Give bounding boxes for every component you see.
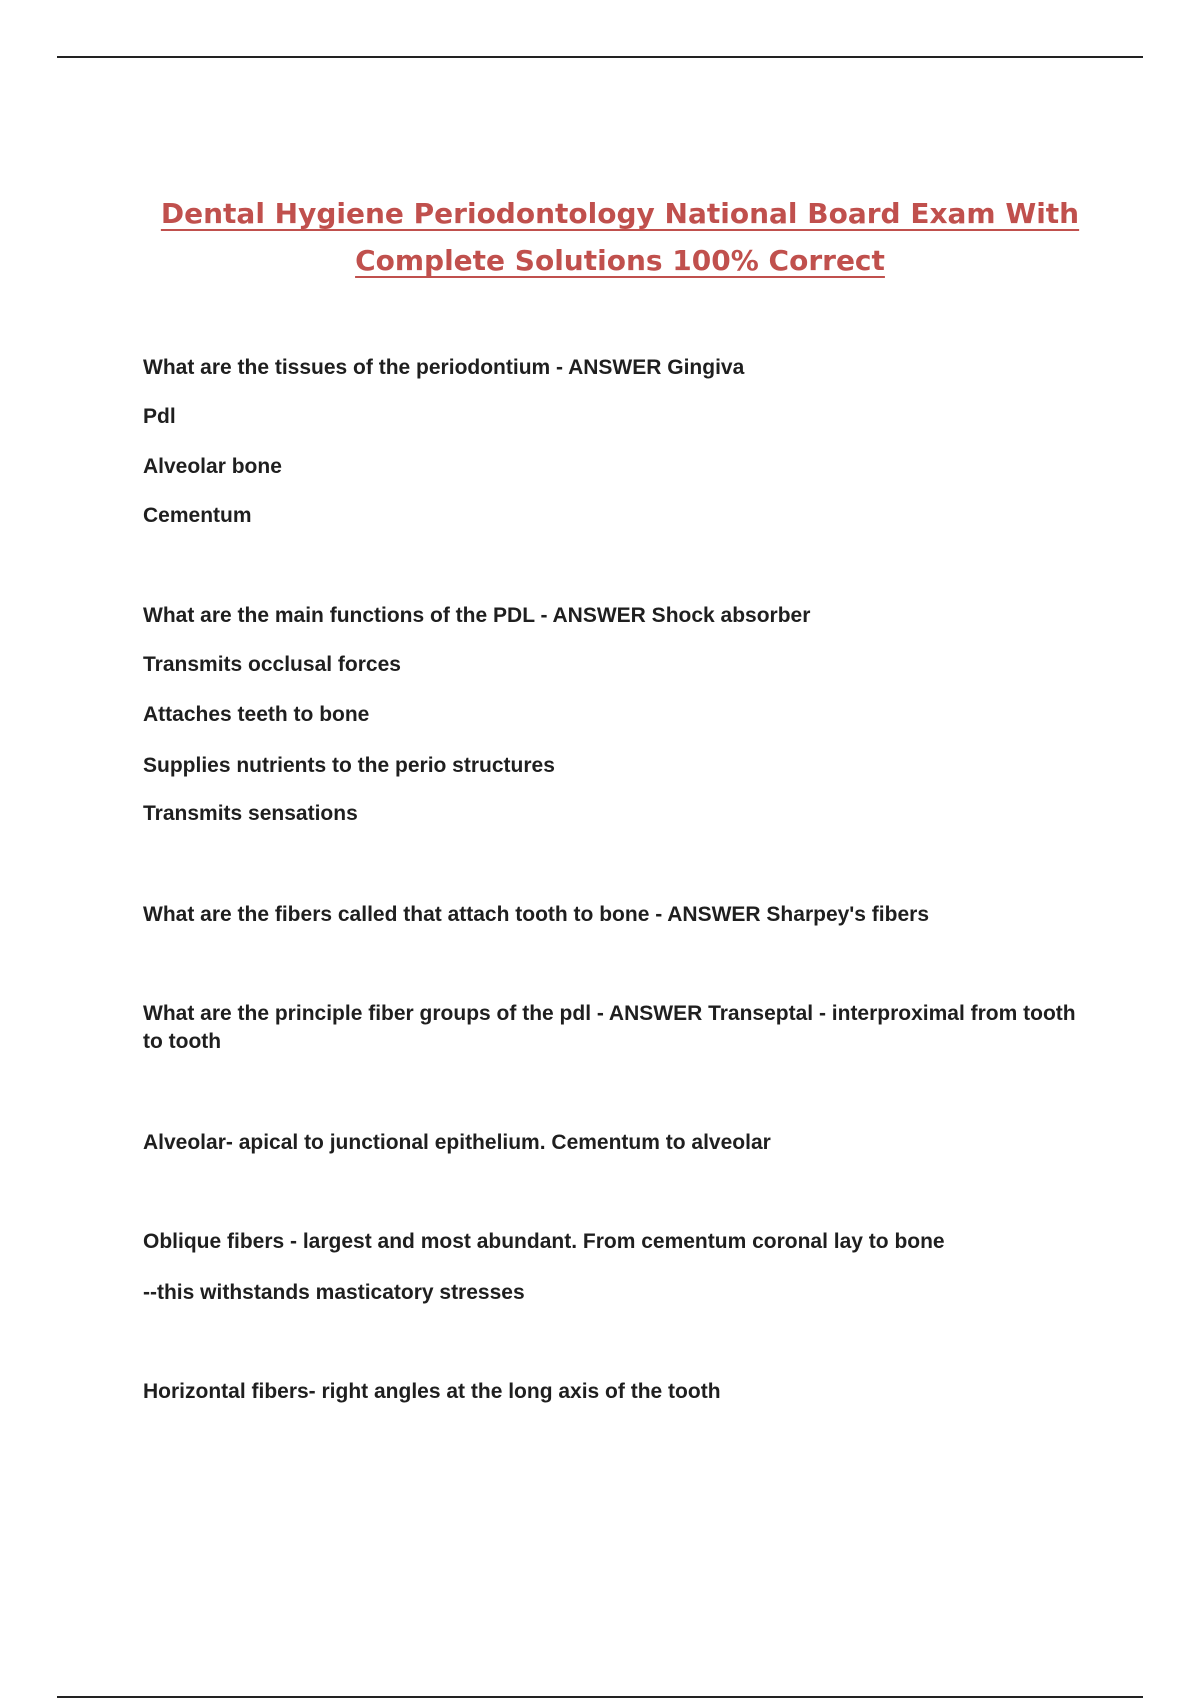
note-alveolar-fibers: Alveolar- apical to junctional epithelium. Cementum to alveolar: [143, 1131, 771, 1154]
note-horizontal-fibers: Horizontal fibers- right angles at the long axis of the tooth: [143, 1380, 721, 1403]
answer-line-occlusal-forces: Transmits occlusal forces: [143, 653, 401, 676]
footer-rule: [57, 1696, 1143, 1698]
header-rule: [57, 56, 1143, 58]
question-tissues: What are the tissues of the periodontium - ANSWER Gingiva: [143, 356, 745, 379]
title-line-2: Complete Solutions 100% Correct: [355, 244, 885, 277]
document-title: [100, 190, 1140, 284]
answer-line-cementum: Cementum: [143, 504, 252, 527]
answer-line-pdl: Pdl: [143, 405, 176, 428]
note-masticatory-stresses: --this withstands masticatory stresses: [143, 1281, 525, 1304]
question-pdl-functions: What are the main functions of the PDL - ANSWER Shock absorber: [143, 604, 811, 627]
answer-line-attaches-teeth: Attaches teeth to bone: [143, 703, 370, 726]
question-sharpeys-fibers: What are the fibers called that attach tooth to bone - ANSWER Sharpey's fibers: [143, 903, 929, 926]
question-principle-fiber-groups: What are the principle fiber groups of the pdl - ANSWER Transeptal - interproximal from tooth to tooth: [143, 1002, 1076, 1053]
answer-line-alveolar-bone: Alveolar bone: [143, 455, 282, 478]
note-oblique-fibers: Oblique fibers - largest and most abundant. From cementum coronal lay to bone: [143, 1230, 945, 1253]
answer-line-sensations: Transmits sensations: [143, 802, 358, 825]
answer-line-nutrients: Supplies nutrients to the perio structures: [143, 754, 555, 777]
title-line-1: Dental Hygiene Periodontology National Board Exam With: [160, 197, 1080, 230]
